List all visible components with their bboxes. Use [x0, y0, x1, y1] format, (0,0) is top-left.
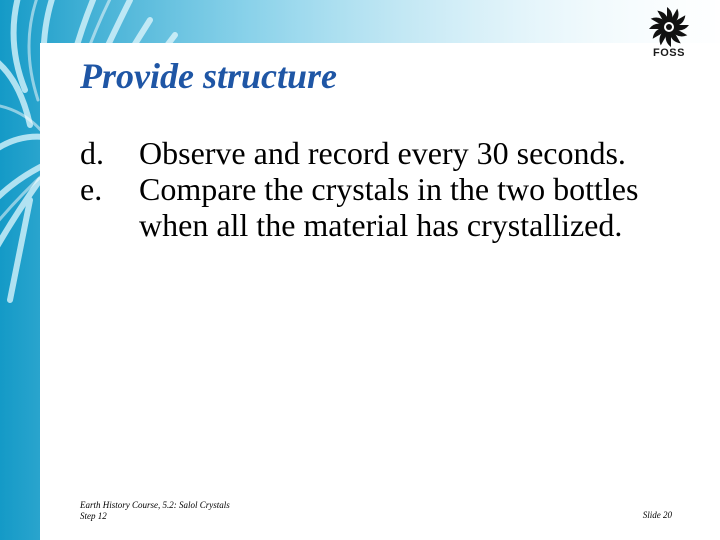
slide-number: Slide 20 — [642, 510, 672, 520]
instruction-list — [80, 135, 640, 243]
list-item-text: Observe and record every 30 seconds. — [139, 135, 626, 171]
footer-course-info — [80, 500, 230, 522]
content-panel — [40, 43, 720, 540]
list-marker: e. — [80, 171, 103, 207]
logo-wordmark: FOSS — [653, 47, 685, 59]
list-item — [80, 135, 640, 171]
list-item — [80, 171, 640, 243]
footer-course-line: Earth History Course, 5.2: Salol Crystals — [80, 500, 230, 510]
foss-logo — [645, 5, 693, 65]
footer-step-line: Step 12 — [80, 511, 107, 521]
sunburst-logo-icon — [645, 5, 693, 47]
list-marker: d. — [80, 135, 104, 171]
list-item-text: Compare the crystals in the two bottles when all the material has crystallized. — [139, 171, 639, 243]
slide-title: Provide structure — [80, 56, 337, 96]
